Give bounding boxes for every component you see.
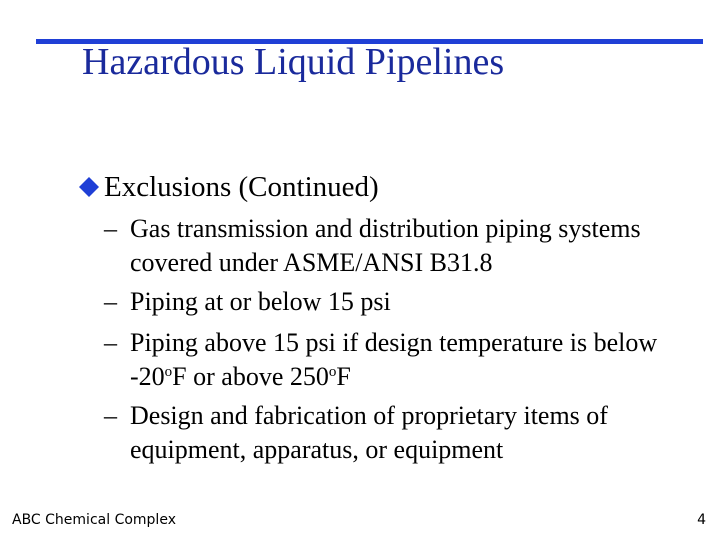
degree-superscript: o [164,364,173,380]
sub-item-3 [104,326,684,394]
degree-superscript: o [328,364,337,380]
diamond-bullet-icon [78,176,100,198]
sub-item-2 [104,285,684,319]
footer-page-number: 4 [697,512,706,528]
dash-marker: – [104,401,117,430]
sub-item-1 [104,212,684,280]
sub-item-text: Gas transmission and distribution piping systems covered under ASME/ANSI B31.8 [130,214,641,277]
dash-marker: – [104,214,117,243]
sub-item-text: Piping at or below 15 psi [130,287,391,316]
dash-marker: – [104,287,117,316]
sub-item-text [104,326,684,394]
footer-organization: ABC Chemical Complex [12,512,176,528]
dash-marker: – [104,328,117,357]
text-part: F [336,362,351,391]
text-part: Piping above 15 psi if design temperature is below -20 [130,328,658,391]
main-bullet [78,170,379,204]
sub-item-4 [104,399,684,467]
sub-item-text: Design and fabrication of proprietary items of equipment, apparatus, or equipment [130,401,608,464]
main-bullet-text: Exclusions (Continued) [104,171,379,203]
text-part: F or above 250 [172,362,329,391]
slide-title: Hazardous Liquid Pipelines [82,41,505,83]
